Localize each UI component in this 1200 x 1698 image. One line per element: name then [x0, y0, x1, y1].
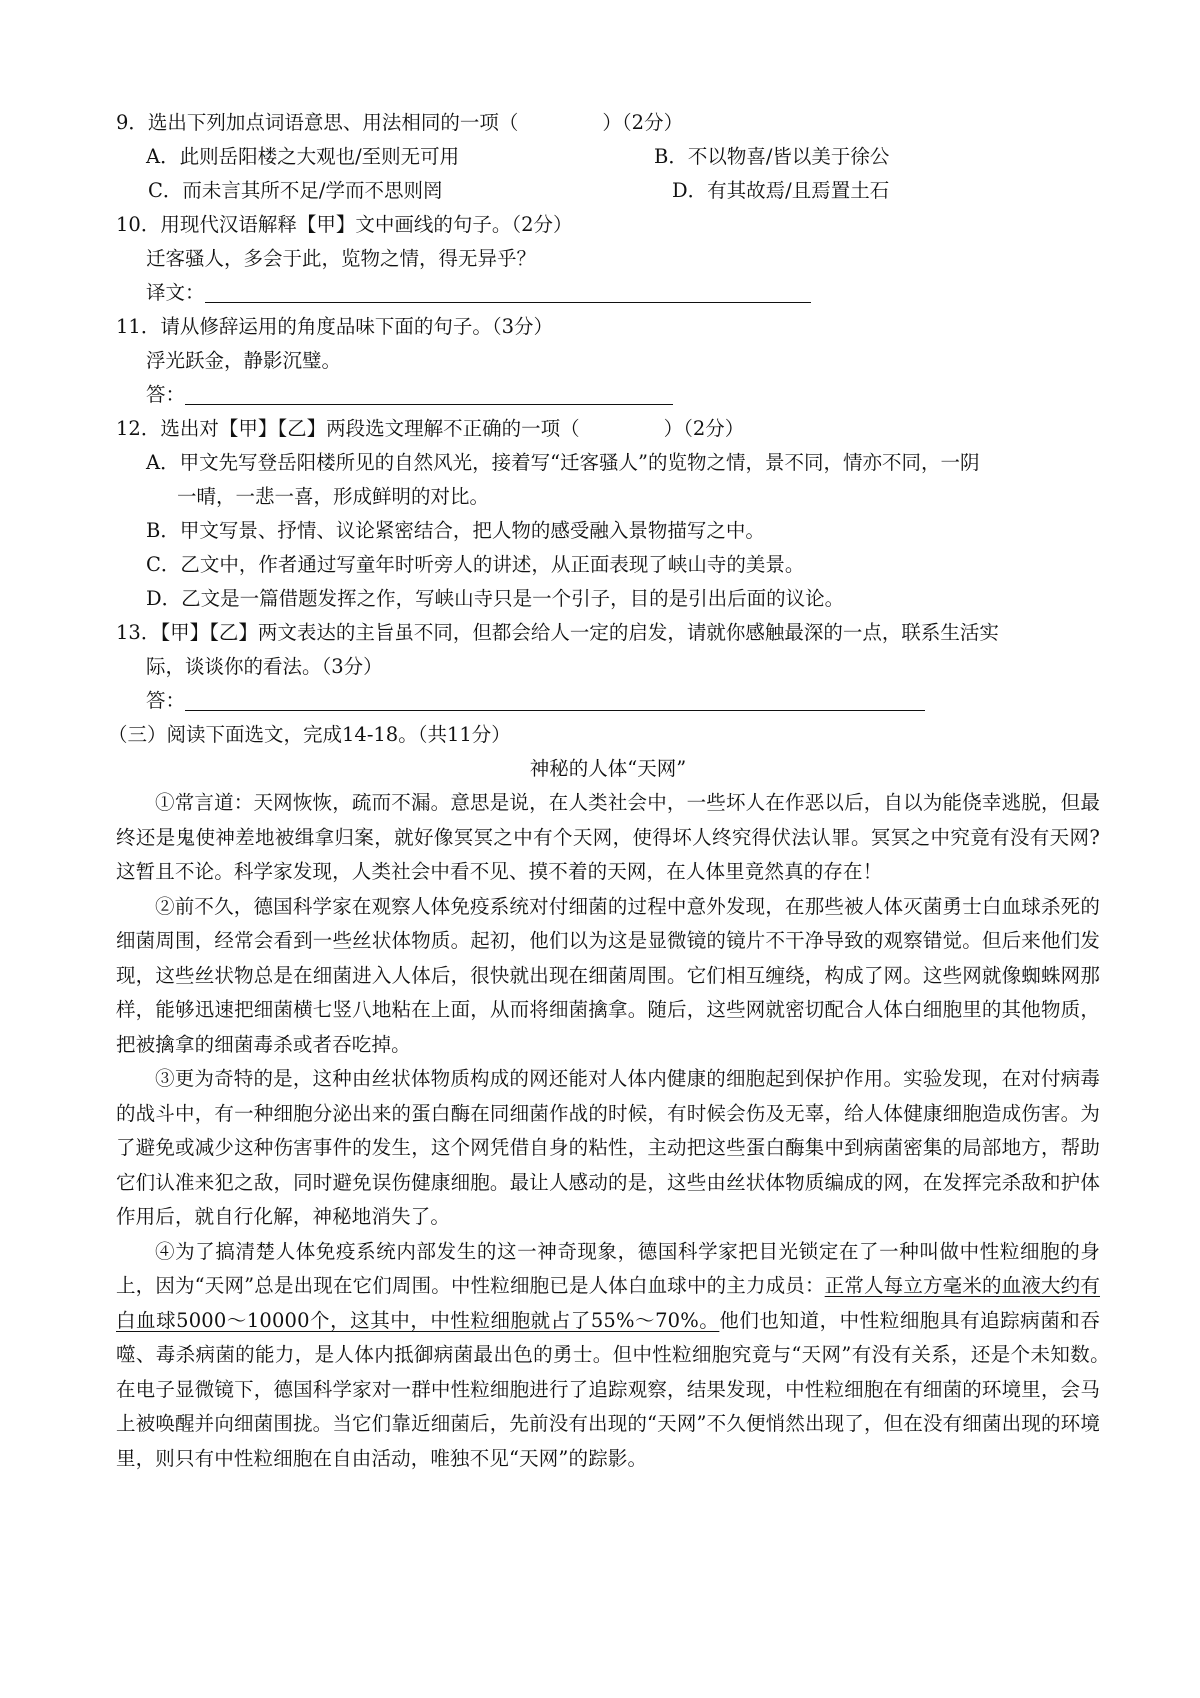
paragraph-2: ②前不久，德国科学家在观察人体免疫系统对付细菌的过程中意外发现，在那些被人体灭菌勇士白血球杀死的细菌周围，经常会看到一些丝状体物质。起初，他们以为这是显微镜的镜片不干净导致的观察错觉。但后来他们发现，这些丝状物总是在细菌进入人体后，很快就出现在细菌周围。它们相互缠绕，构成了网。这些网就像蜘蛛网那样，能够迅速把细菌横七竖八地粘在上面，从而将细菌擒拿。随后，这些网就密切配合人体白细胞里的其他物质，把被擒拿的细菌毒杀或者吞吃掉。: [116, 894, 1100, 1056]
q12-option-a-cont: 一晴，一悲一喜，形成鲜明的对比。: [177, 485, 490, 508]
q9-option-a: A．此则岳阳楼之大观也/至则无可用: [146, 145, 460, 168]
article-title: 神秘的人体“天网”: [529, 757, 687, 780]
q13-stem-cont: 际，谈谈你的看法。（3分）: [146, 655, 383, 678]
q13-answer-blank[interactable]: [185, 688, 925, 711]
paragraph-3: ③更为奇特的是，这种由丝状体物质构成的网还能对人体内健康的细胞起到保护作用。实验发现，在对付病毒的战斗中，有一种细胞分泌出来的蛋白酶在同细菌作战的时候，有时候会伤及无辜，给人体健康细胞造成伤害。为了避免或减少这种伤害事件的发生，这个网凭借自身的粘性，主动把这些蛋白酶集中到病菌密集的局部地方，帮助它们认准来犯之敌，同时避免误伤健康细胞。最让人感动的是，这些由丝状体物质编成的网，在发挥完杀敌和护体作用后，就自行化解，神秘地消失了。: [116, 1067, 1100, 1228]
q13-answer-line: 答：: [116, 684, 1100, 718]
q12-stem: 12．选出对【甲】【乙】两段选文理解不正确的一项（ ）（2分）: [116, 417, 745, 440]
q12-option-a: A．甲文先写登岳阳楼所见的自然风光，接着写“迁客骚人”的览物之情，景不同，情亦不同，一阴: [146, 451, 980, 474]
q13-stem: 13．【甲】【乙】两文表达的主旨虽不同，但都会给人一定的启发，请就你感触最深的一点，联系生活实: [116, 621, 999, 644]
q12-option-b: B．甲文写景、抒情、议论紧密结合，把人物的感受融入景物描写之中。: [146, 519, 765, 542]
q12-option-d: D．乙文是一篇借题发挥之作，写峡山寺只是一个引子，目的是引出后面的议论。: [146, 587, 845, 610]
paragraph-4: ④为了搞清楚人体免疫系统内部发生的这一神奇现象，德国科学家把目光锁定在了一种叫做中性粒细胞的身上，因为“天网”总是出现在它们周围。中性粒细胞已是人体白血球中的主力成员：正常人每立方毫米的血液大约有白血球5000～10000个，这其中，中性粒细胞就占了55%～70%。他们也知道，中性粒细胞具有追踪病菌和吞噬、毒杀病菌的能力，是人体内抵御病菌最出色的勇士。但中性粒细胞究竟与“天网”有没有关系，还是个未知数。 在电子显微镜下，德国科学家对一群中性粒细胞进行了追踪观察，结果发现，中性粒细胞在有细菌的环境里，会马上被唤醒并向细菌围拢。当它们靠近细菌后，先前没有出现的“天网”不久便悄然出现了，但在没有细菌出现的环境里，则只有中性粒细胞在自由活动，唯独不见“天网”的踪影。: [116, 1239, 1140, 1470]
q10-stem: 10．用现代汉语解释【甲】文中画线的句子。（2分）: [116, 213, 573, 236]
q11-answer-line: 答：: [116, 378, 1100, 412]
q9-option-c: C．而未言其所不足/学而不思则罔: [148, 179, 443, 202]
q10-answer-line: 译文：: [116, 276, 1100, 310]
q9-option-d: D．有其故焉/且焉置土石: [672, 179, 890, 202]
q9-options-row-1: [116, 140, 1100, 174]
q10-sentence: 迁客骚人，多会于此，览物之情，得无异乎？: [146, 247, 537, 270]
paragraph-1: ①常言道：天网恢恢，疏而不漏。意思是说，在人类社会中，一些坏人在作恶以后，自以为能侥幸逃脱，但最终还是鬼使神差地被缉拿归案，就好像冥冥之中有个天网，使得坏人终究得伏法认罪。冥冥之中究竟有没有天网?这暂且不论。科学家发现，人类社会中看不见、摸不着的天网，在人体里竟然真的存在！: [116, 791, 1100, 883]
q12-option-c: C．乙文中，作者通过写童年时听旁人的讲述，从正面表现了峡山寺的美景。: [146, 553, 805, 576]
underlined-sentence: 正常人每立方毫米的血液大约有白血球5000～10000个，这其中，中性粒细胞就占了55%～70%。: [116, 1274, 1100, 1332]
q9-stem: 9．选出下列加点词语意思、用法相同的一项（ ）（2分）: [116, 111, 684, 134]
q9-option-b: B．不以物喜/皆以美于徐公: [654, 145, 890, 168]
q11-stem: 11．请从修辞运用的角度品味下面的句子。（3分）: [116, 315, 553, 338]
q10-answer-blank[interactable]: [205, 280, 811, 303]
q9-options-row-2: [116, 174, 1100, 208]
q11-sentence: 浮光跃金，静影沉璧。: [146, 349, 342, 372]
q11-answer-blank[interactable]: [185, 382, 673, 405]
section-heading: （三）阅读下面选文，完成14-18。（共11分）: [108, 723, 511, 746]
